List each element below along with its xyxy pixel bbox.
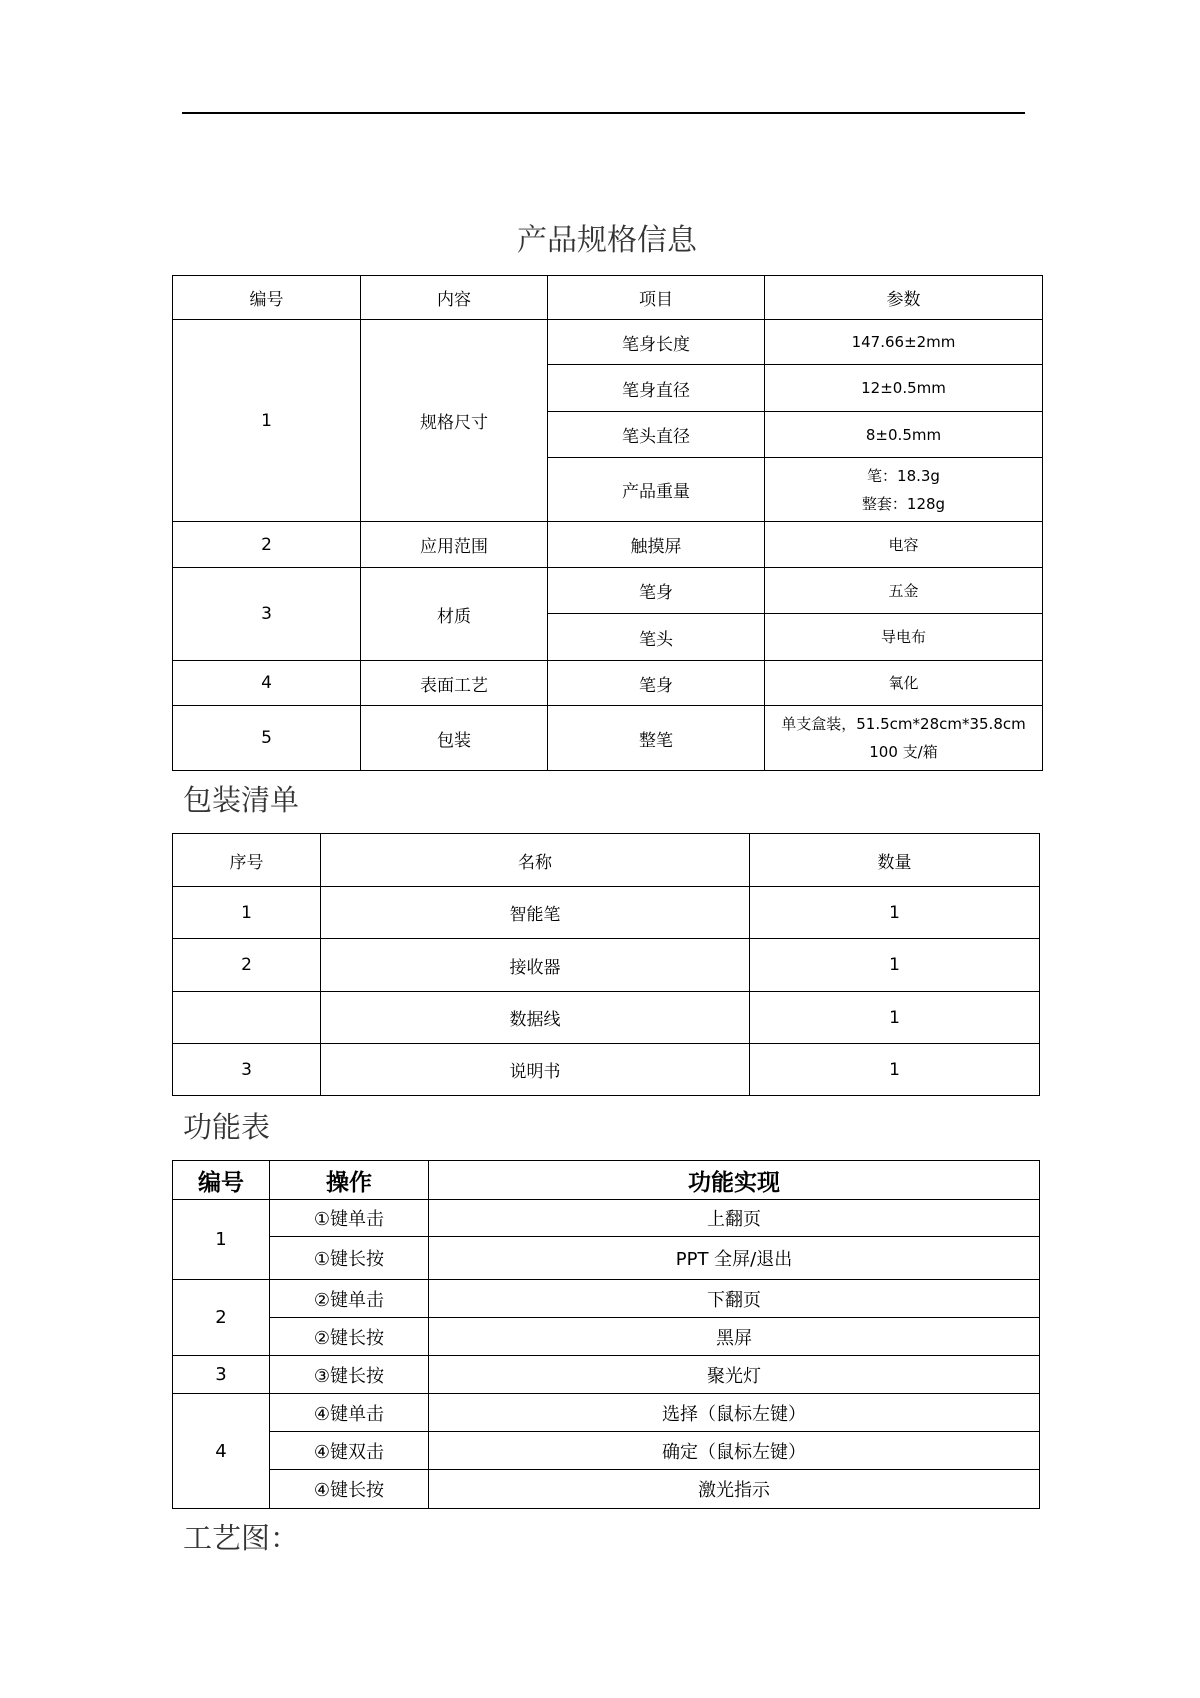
spec-item-cell: 笔头直径 (548, 412, 765, 458)
packing-header-row (173, 834, 1040, 887)
functions-row (173, 1318, 1040, 1356)
functions-operation-cell: ④键单击 (270, 1394, 429, 1432)
packing-index-cell (173, 992, 321, 1044)
spec-row (173, 661, 1043, 706)
functions-result-cell: 确定（鼠标左键） (429, 1432, 1040, 1470)
spec-item-cell: 笔头 (548, 614, 765, 661)
packing-name-cell: 接收器 (321, 939, 750, 992)
packing-header-index: 序号 (173, 834, 321, 887)
spec-content-cell: 包装 (361, 706, 548, 771)
functions-number-cell: 3 (173, 1356, 270, 1394)
spec-item-cell: 笔身直径 (548, 365, 765, 412)
spec-content-cell: 应用范围 (361, 522, 548, 568)
spec-param-cell (765, 412, 1043, 458)
packing-index-cell: 3 (173, 1044, 321, 1096)
spec-param-text: 电容 (888, 535, 919, 554)
spec-item-cell: 整笔 (548, 706, 765, 771)
functions-row (173, 1394, 1040, 1432)
spec-param-cell (765, 320, 1043, 365)
functions-result-cell: 激光指示 (429, 1470, 1040, 1509)
functions-operation-cell: ①键长按 (270, 1237, 429, 1280)
spec-header-number: 编号 (173, 276, 361, 320)
spec-param-cell (765, 458, 1043, 522)
packing-index-cell: 1 (173, 887, 321, 939)
spec-param-text: 五金 (888, 581, 919, 600)
functions-result-cell: 选择（鼠标左键） (429, 1394, 1040, 1432)
spec-number-cell: 1 (173, 320, 361, 522)
spec-item-cell: 笔身长度 (548, 320, 765, 365)
spec-row (173, 706, 1043, 771)
spec-param-text: 8±0.5mm (865, 425, 942, 444)
functions-operation-cell: ④键长按 (270, 1470, 429, 1509)
functions-header-result: 功能实现 (429, 1161, 1040, 1200)
packing-qty-cell: 1 (750, 992, 1040, 1044)
functions-row (173, 1280, 1040, 1318)
spec-header-row (173, 276, 1043, 320)
spec-number-cell: 3 (173, 568, 361, 661)
functions-result-cell: PPT 全屏/退出 (429, 1237, 1040, 1280)
spec-param-text: 147.66±2mm (851, 333, 956, 351)
spec-row (173, 522, 1043, 568)
spec-param-text: 导电布 (880, 628, 926, 646)
spec-row (173, 568, 1043, 614)
functions-number-cell: 4 (173, 1394, 270, 1509)
functions-header-row (173, 1161, 1040, 1200)
spec-table (172, 275, 1043, 771)
functions-row (173, 1470, 1040, 1509)
packing-qty-cell: 1 (750, 1044, 1040, 1096)
functions-result-cell: 黑屏 (429, 1318, 1040, 1356)
packing-index-cell: 2 (173, 939, 321, 992)
spec-param-cell (765, 522, 1043, 568)
packing-heading: 包装清单 (183, 783, 300, 817)
functions-row (173, 1432, 1040, 1470)
packing-table (172, 833, 1040, 1096)
spec-param-text: 12±0.5mm (861, 379, 946, 397)
functions-operation-cell: ②键长按 (270, 1318, 429, 1356)
functions-row (173, 1200, 1040, 1237)
packing-header-name: 名称 (321, 834, 750, 887)
functions-operation-cell: ②键单击 (270, 1280, 429, 1318)
functions-table (172, 1160, 1040, 1509)
functions-result-cell: 聚光灯 (429, 1356, 1040, 1394)
functions-operation-cell: ③键长按 (270, 1356, 429, 1394)
functions-heading: 功能表 (183, 1110, 271, 1144)
spec-param-text: 单支盒装，51.5cm*28cm*35.8cm (781, 715, 1026, 733)
functions-header-number: 编号 (173, 1161, 270, 1200)
spec-number-cell: 2 (173, 522, 361, 568)
functions-row (173, 1356, 1040, 1394)
spec-param-cell (765, 568, 1043, 614)
packing-row (173, 939, 1040, 992)
packing-header-qty: 数量 (750, 834, 1040, 887)
functions-header-operation: 操作 (270, 1161, 429, 1200)
spec-header-param: 参数 (765, 276, 1043, 320)
functions-operation-cell: ④键双击 (270, 1432, 429, 1470)
spec-header-content: 内容 (361, 276, 548, 320)
packing-name-cell: 数据线 (321, 992, 750, 1044)
spec-param-text: 100 支/箱 (869, 743, 938, 761)
header-rule (182, 112, 1025, 114)
spec-param-cell (765, 661, 1043, 706)
functions-row (173, 1237, 1040, 1280)
spec-row (173, 320, 1043, 365)
packing-name-cell: 智能笔 (321, 887, 750, 939)
spec-param-text: 整套：128g (861, 494, 946, 513)
spec-number-cell: 5 (173, 706, 361, 771)
functions-operation-cell: ①键单击 (270, 1200, 429, 1237)
packing-qty-cell: 1 (750, 939, 1040, 992)
spec-item-cell: 产品重量 (548, 458, 765, 522)
functions-number-cell: 2 (173, 1280, 270, 1356)
packing-name-cell: 说明书 (321, 1044, 750, 1096)
functions-result-cell: 下翻页 (429, 1280, 1040, 1318)
spec-header-item: 项目 (548, 276, 765, 320)
functions-result-cell: 上翻页 (429, 1200, 1040, 1237)
process-heading: 工艺图： (183, 1521, 300, 1555)
spec-content-cell: 表面工艺 (361, 661, 548, 706)
spec-content-cell: 规格尺寸 (361, 320, 548, 522)
packing-row (173, 992, 1040, 1044)
spec-number-cell: 4 (173, 661, 361, 706)
spec-param-text: 笔：18.3g (867, 466, 940, 485)
spec-title: 产品规格信息 (517, 223, 697, 258)
packing-row (173, 887, 1040, 939)
spec-content-cell: 材质 (361, 568, 548, 661)
spec-item-cell: 触摸屏 (548, 522, 765, 568)
spec-item-cell: 笔身 (548, 568, 765, 614)
spec-param-text: 氧化 (888, 674, 919, 692)
spec-param-cell (765, 614, 1043, 661)
packing-qty-cell: 1 (750, 887, 1040, 939)
spec-item-cell: 笔身 (548, 661, 765, 706)
functions-number-cell: 1 (173, 1200, 270, 1280)
spec-param-cell (765, 706, 1043, 771)
spec-param-cell (765, 365, 1043, 412)
packing-row (173, 1044, 1040, 1096)
